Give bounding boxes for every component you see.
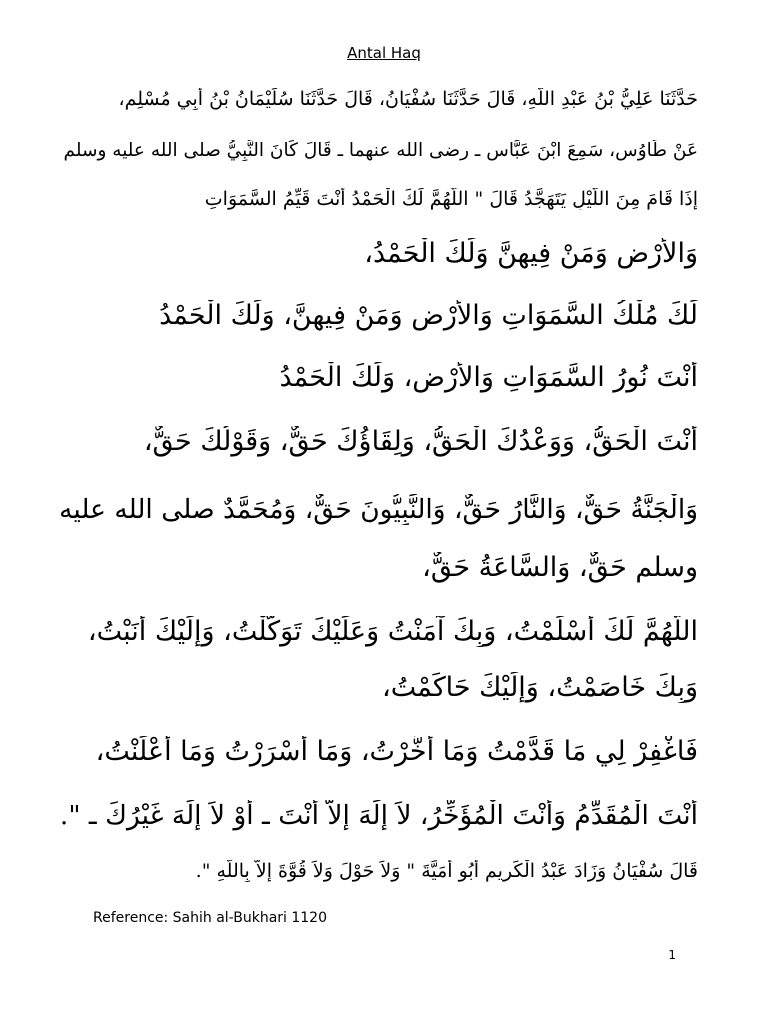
hadith-line-9: وسلم حَقٌّ، وَالسَّاعَةُ حَقٌّ، <box>422 552 698 583</box>
hadith-line-2: عَنْ طَاوُسٍ، سَمِعَ ابْنَ عَبَّاسٍ ـ رضى الله عنهما ـ قَالَ كَانَ النَّبِيُّ صلى الله عليه وسلم <box>63 140 698 161</box>
hadith-line-14: قَالَ سُفْيَانُ وَزَادَ عَبْدُ الْكَرِيمِ أَبُو أُمَيَّةَ " وَلاَ حَوْلَ وَلاَ قُوَّةَ إِلاَّ بِاللَّهِ ". <box>195 860 698 882</box>
hadith-line-1: حَدَّثَنَا عَلِيُّ بْنُ عَبْدِ اللَّهِ، قَالَ حَدَّثَنَا سُفْيَانُ، قَالَ حَدَّثَنَا سُلَيْمَانُ بْنُ أَبِي مُسْلِمٍ، <box>118 88 698 110</box>
hadith-line-4: وَالأَرْضِ وَمَنْ فِيهِنَّ وَلَكَ الْحَمْدُ، <box>364 238 698 269</box>
hadith-line-12: فَاغْفِرْ لِي مَا قَدَّمْتُ وَمَا أَخَّرْتُ، وَمَا أَسْرَرْتُ وَمَا أَعْلَنْتُ، <box>95 736 698 767</box>
hadith-line-3: إِذَا قَامَ مِنَ اللَّيْلِ يَتَهَجَّدُ قَالَ " اللَّهُمَّ لَكَ الْحَمْدُ أَنْتَ قَيِّمُ السَّمَوَاتِ <box>204 188 698 210</box>
hadith-line-10: اللَّهُمَّ لَكَ أَسْلَمْتُ، وَبِكَ آمَنْتُ وَعَلَيْكَ تَوَكَّلْتُ، وَإِلَيْكَ أَنَبْتُ، <box>87 616 698 647</box>
page-number: 1 <box>668 948 676 962</box>
hadith-line-5: لَكَ مُلْكُ السَّمَوَاتِ وَالأَرْضِ وَمَنْ فِيهِنَّ، وَلَكَ الْحَمْدُ <box>159 300 698 331</box>
page-title: Antal Haq <box>347 44 421 62</box>
hadith-line-6: أَنْتَ نُورُ السَّمَوَاتِ وَالأَرْضِ، وَلَكَ الْحَمْدُ <box>279 362 698 393</box>
hadith-line-7: أَنْتَ الْحَقُّ، وَوَعْدُكَ الْحَقُّ، وَلِقَاؤُكَ حَقٌّ، وَقَوْلُكَ حَقٌّ، <box>143 426 698 457</box>
reference-citation: Reference: Sahih al-Bukhari 1120 <box>93 910 328 926</box>
hadith-line-11: وَبِكَ خَاصَمْتُ، وَإِلَيْكَ حَاكَمْتُ، <box>381 672 698 703</box>
hadith-line-8: وَالْجَنَّةُ حَقٌّ، وَالنَّارُ حَقٌّ، وَالنَّبِيُّونَ حَقٌّ، وَمُحَمَّدٌ صلى الله عليه <box>59 494 698 525</box>
hadith-line-13: أَنْتَ الْمُقَدِّمُ وَأَنْتَ الْمُؤَخِّرُ، لاَ إِلَهَ إِلاَّ أَنْتَ ـ أَوْ لاَ إِلَهَ غَيْرُكَ ـ ". <box>59 800 698 831</box>
